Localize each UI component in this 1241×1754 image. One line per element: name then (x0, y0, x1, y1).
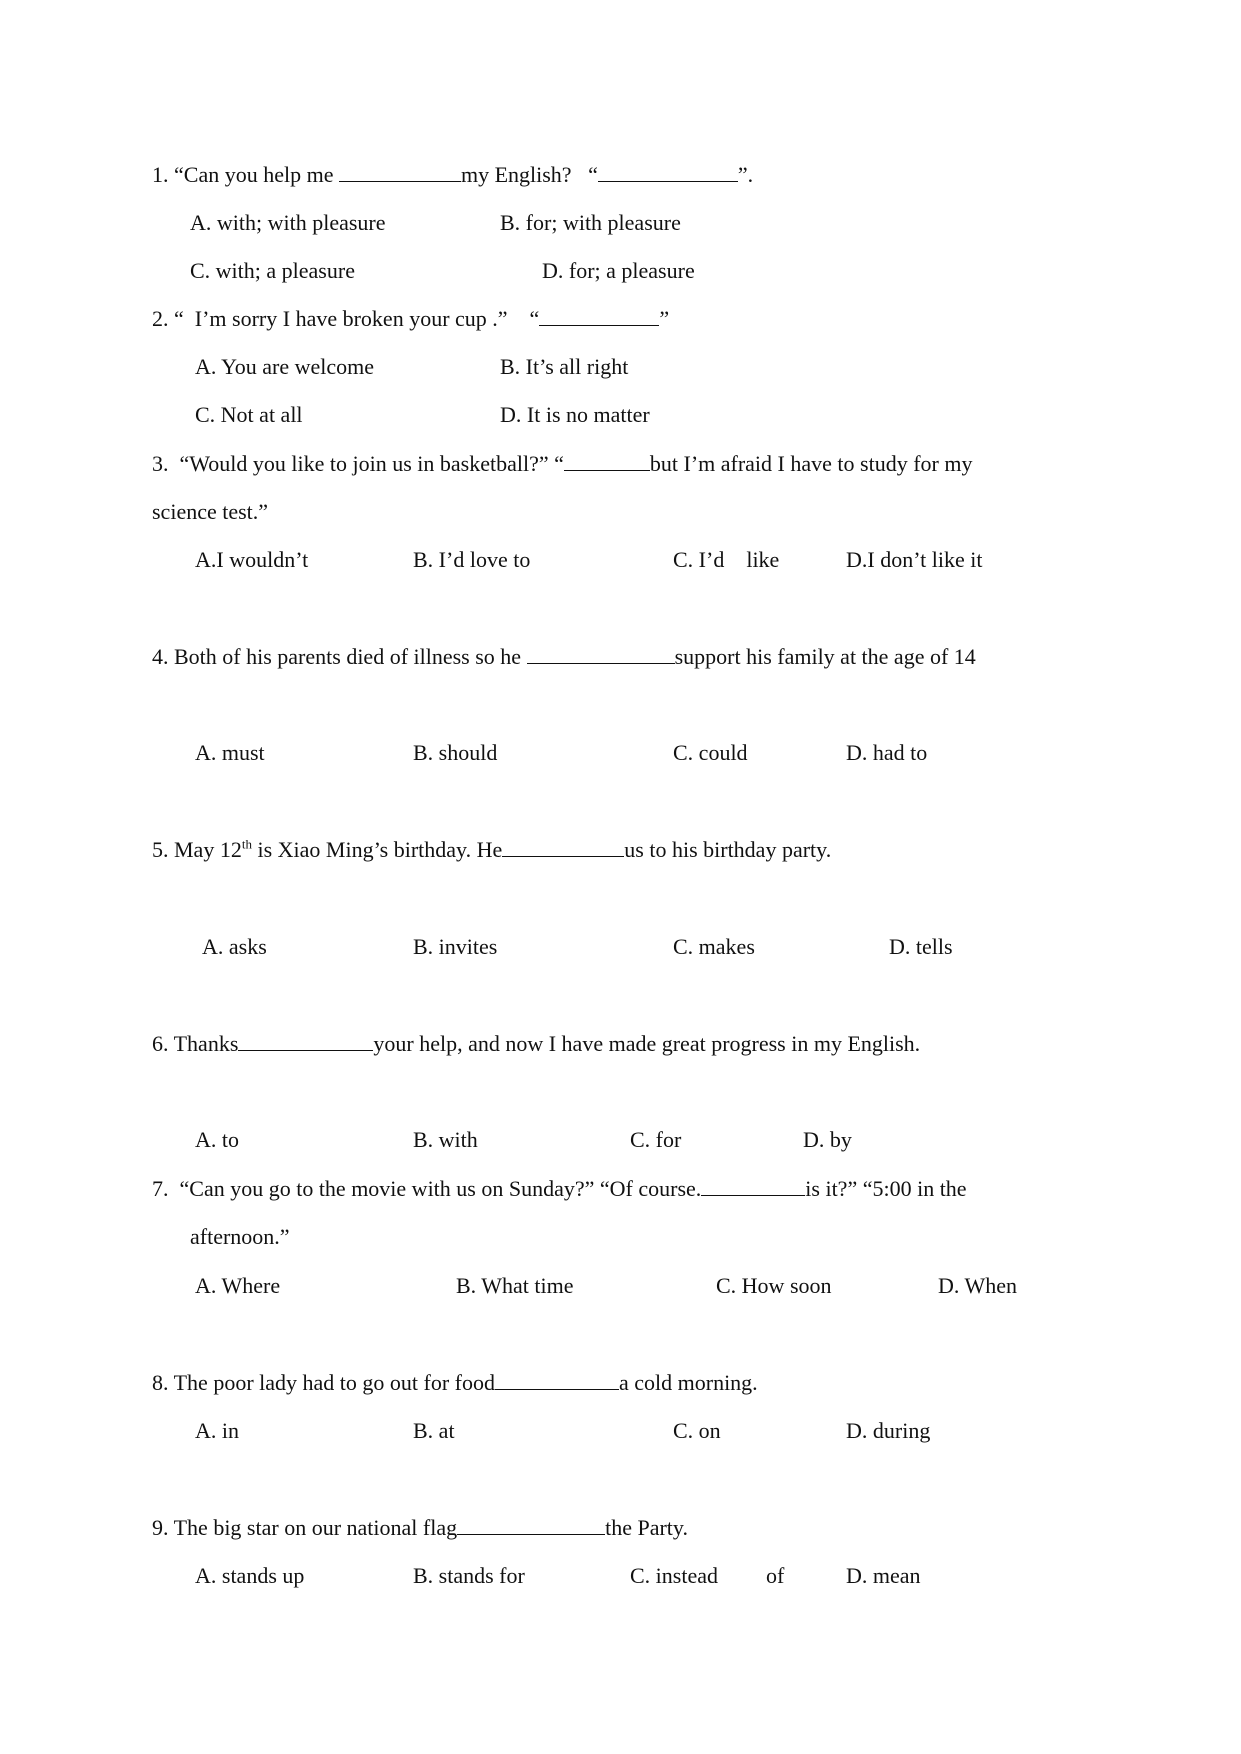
question-5 (152, 837, 831, 863)
question-text: Thanks (173, 1031, 239, 1056)
question-text: my English? “ (460, 162, 598, 187)
option[interactable]: D. When (938, 1273, 1018, 1298)
question-text: but I’m afraid I have to study for my (649, 451, 973, 476)
option[interactable]: C. on (673, 1418, 721, 1443)
option[interactable]: A. You are welcome (195, 354, 375, 379)
answer-blank[interactable] (564, 452, 650, 471)
answer-blank[interactable] (598, 163, 738, 182)
answer-blank[interactable] (527, 645, 675, 664)
answer-blank[interactable] (339, 163, 461, 182)
question-number: 8. (152, 1370, 169, 1395)
question-text: “Can you go to the movie with us on Sunday?” “Of course. (179, 1176, 702, 1201)
option[interactable]: C. I’d like (673, 547, 780, 572)
question-text: a cold morning. (618, 1370, 758, 1395)
option[interactable]: C. with; a pleasure (190, 258, 355, 283)
option[interactable]: B. should (413, 740, 498, 765)
question-number: 5. (152, 837, 169, 862)
option[interactable]: D. had to (846, 740, 928, 765)
question-1 (152, 162, 753, 188)
option[interactable]: A. stands up (195, 1563, 305, 1588)
question-text: is Xiao Ming’s birthday. He (251, 837, 503, 862)
question-text: the Party. (605, 1515, 688, 1540)
option[interactable]: A. with; with pleasure (190, 210, 386, 235)
question-text: ” (659, 306, 670, 331)
option[interactable]: A. must (195, 740, 265, 765)
question-text: “Can you help me (174, 162, 339, 187)
option[interactable]: D. mean (846, 1563, 921, 1588)
option-continuation: of (766, 1563, 785, 1588)
question-7 (152, 1176, 967, 1202)
option[interactable]: A.I wouldn’t (195, 547, 309, 572)
question-9 (152, 1515, 688, 1541)
question-number: 2. (152, 306, 169, 331)
question-text: “Would you like to join us in basketball?” “ (179, 451, 564, 476)
option[interactable]: C. for (630, 1127, 682, 1152)
answer-blank[interactable] (701, 1177, 805, 1196)
question-text: “ I’m sorry I have broken your cup .” “ (174, 306, 540, 331)
question-8 (152, 1370, 758, 1396)
option[interactable]: B. stands for (413, 1563, 525, 1588)
option[interactable]: A. in (195, 1418, 239, 1443)
question-3-continuation: science test.” (152, 499, 269, 524)
question-text: ”. (737, 162, 754, 187)
answer-blank[interactable] (457, 1516, 605, 1535)
option[interactable]: B. invites (413, 934, 498, 959)
question-text: is it?” “5:00 in the (805, 1176, 967, 1201)
option[interactable]: B. What time (456, 1273, 574, 1298)
question-number: 1. (152, 162, 169, 187)
question-text: us to his birthday party. (624, 837, 832, 862)
option[interactable]: C. could (673, 740, 748, 765)
question-6 (152, 1031, 920, 1057)
ordinal-suffix: th (241, 836, 252, 852)
option[interactable]: B. with (413, 1127, 478, 1152)
answer-blank[interactable] (539, 307, 659, 326)
option[interactable]: C. Not at all (195, 402, 303, 427)
question-number: 9. (152, 1515, 169, 1540)
answer-blank[interactable] (495, 1371, 619, 1390)
option[interactable]: C. How soon (716, 1273, 832, 1298)
question-text: support his family at the age of 14 (674, 644, 976, 669)
question-text: your help, and now I have made great progress in my English. (373, 1031, 921, 1056)
option[interactable]: D. by (803, 1127, 852, 1152)
option[interactable]: B. It’s all right (500, 354, 629, 379)
option[interactable]: B. for; with pleasure (500, 210, 681, 235)
question-text: The poor lady had to go out for food (173, 1370, 495, 1395)
answer-blank[interactable] (238, 1032, 373, 1051)
option[interactable]: A. to (195, 1127, 239, 1152)
question-number: 7. (152, 1176, 169, 1201)
option[interactable]: A. Where (195, 1273, 281, 1298)
option[interactable]: D. for; a pleasure (542, 258, 695, 283)
question-7-continuation: afternoon.” (190, 1224, 290, 1249)
question-number: 3. (152, 451, 169, 476)
question-2 (152, 306, 669, 332)
question-number: 6. (152, 1031, 169, 1056)
option[interactable]: C. instead (630, 1563, 718, 1588)
question-number: 4. (152, 644, 169, 669)
question-3 (152, 451, 972, 477)
question-text: May 12 (174, 837, 242, 862)
option[interactable]: C. makes (673, 934, 755, 959)
option[interactable]: D.I don’t like it (846, 547, 983, 572)
option[interactable]: A. asks (202, 934, 267, 959)
option[interactable]: D. during (846, 1418, 931, 1443)
answer-blank[interactable] (502, 838, 624, 857)
option[interactable]: D. tells (889, 934, 953, 959)
option[interactable]: B. I’d love to (413, 547, 531, 572)
question-4 (152, 644, 976, 670)
option[interactable]: B. at (413, 1418, 455, 1443)
option[interactable]: D. It is no matter (500, 402, 650, 427)
question-text: The big star on our national flag (173, 1515, 458, 1540)
question-text: Both of his parents died of illness so he (174, 644, 527, 669)
